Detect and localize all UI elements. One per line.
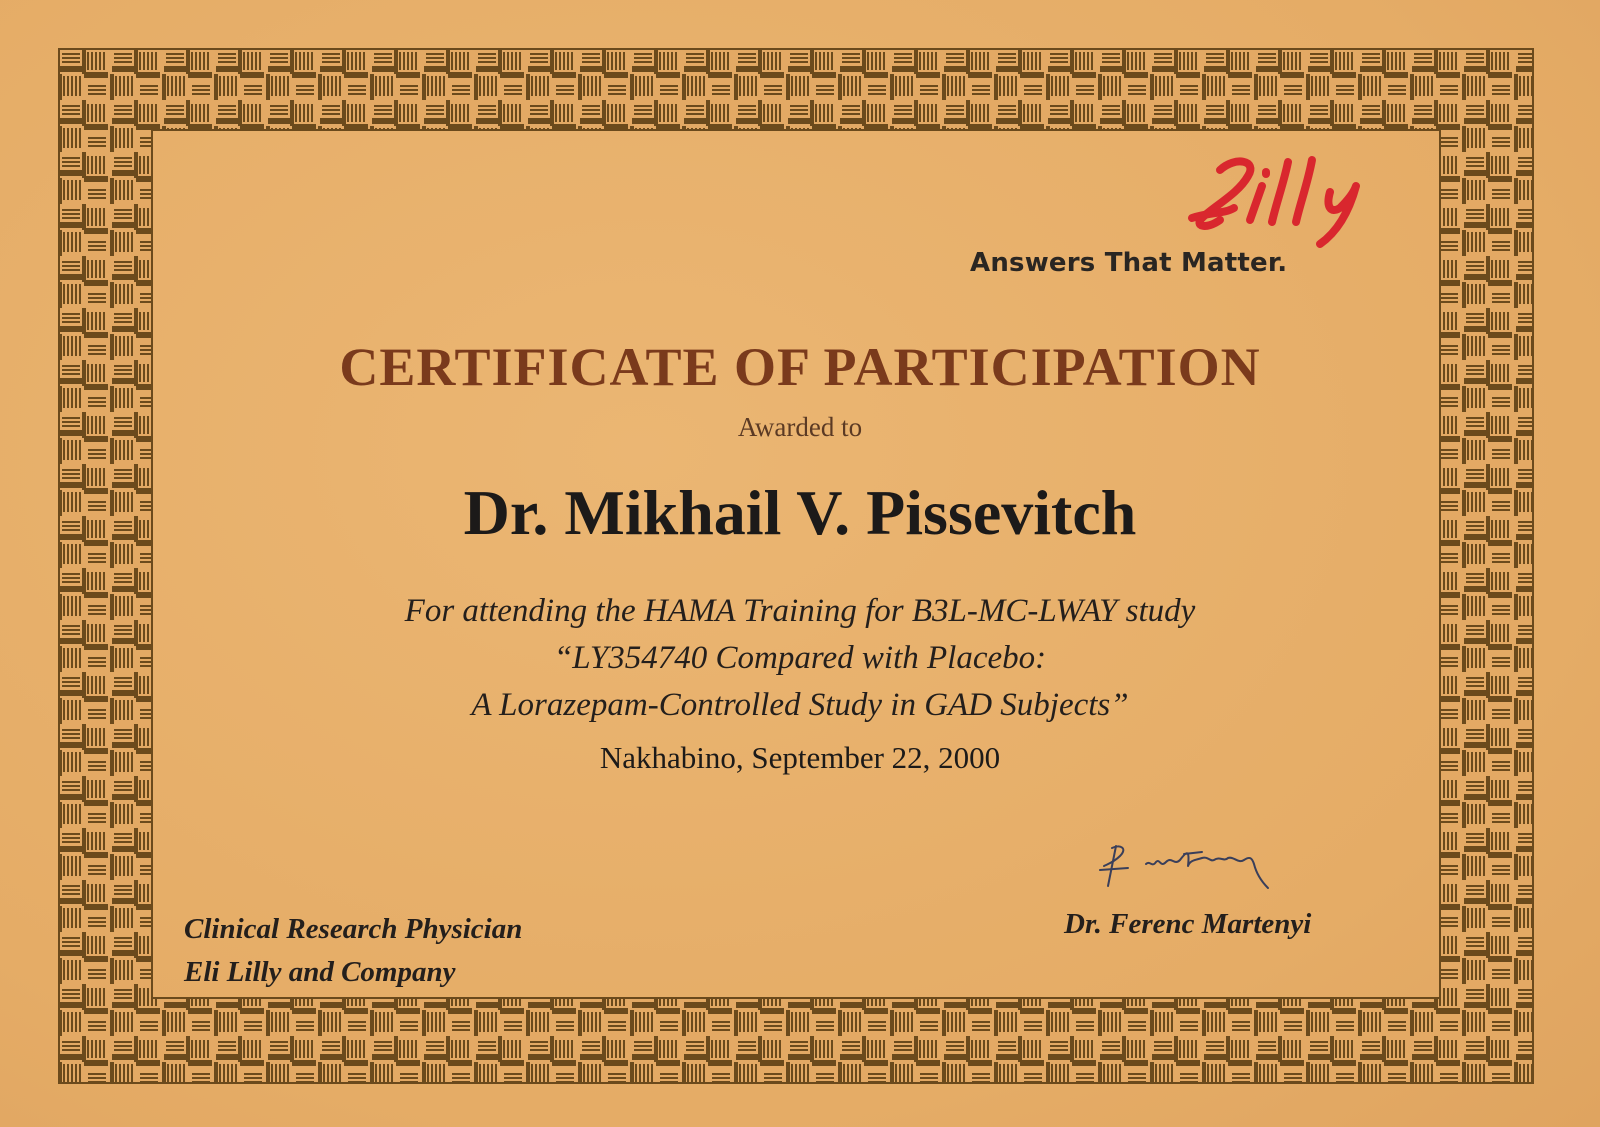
handwritten-signature: [1098, 838, 1288, 898]
issuer-company: Eli Lilly and Company: [184, 956, 456, 988]
certificate-title: CERTIFICATE OF PARTICIPATION: [339, 337, 1261, 397]
signer-name: Dr. Ferenc Martenyi: [1064, 908, 1312, 940]
issuer-role: Clinical Research Physician: [184, 913, 523, 945]
location-date: Nakhabino, September 22, 2000: [599, 740, 1001, 775]
purpose-line: “LY354740 Compared with Placebo:: [553, 640, 1047, 676]
lilly-logo: [970, 148, 1370, 288]
purpose-line: For attending the HAMA Training for B3L-MC-LWAY study: [404, 593, 1196, 629]
logo-tagline: Answers That Matter.: [970, 248, 1288, 278]
awarded-to-label: Awarded to: [737, 412, 863, 442]
issuer-block: [184, 908, 522, 994]
recipient-name: Dr. Mikhail V. Pissevitch: [463, 477, 1137, 548]
lilly-script-logo: [1180, 148, 1370, 248]
certificate-purpose: [0, 588, 1600, 729]
purpose-line: A Lorazepam-Controlled Study in GAD Subjects”: [471, 687, 1129, 723]
